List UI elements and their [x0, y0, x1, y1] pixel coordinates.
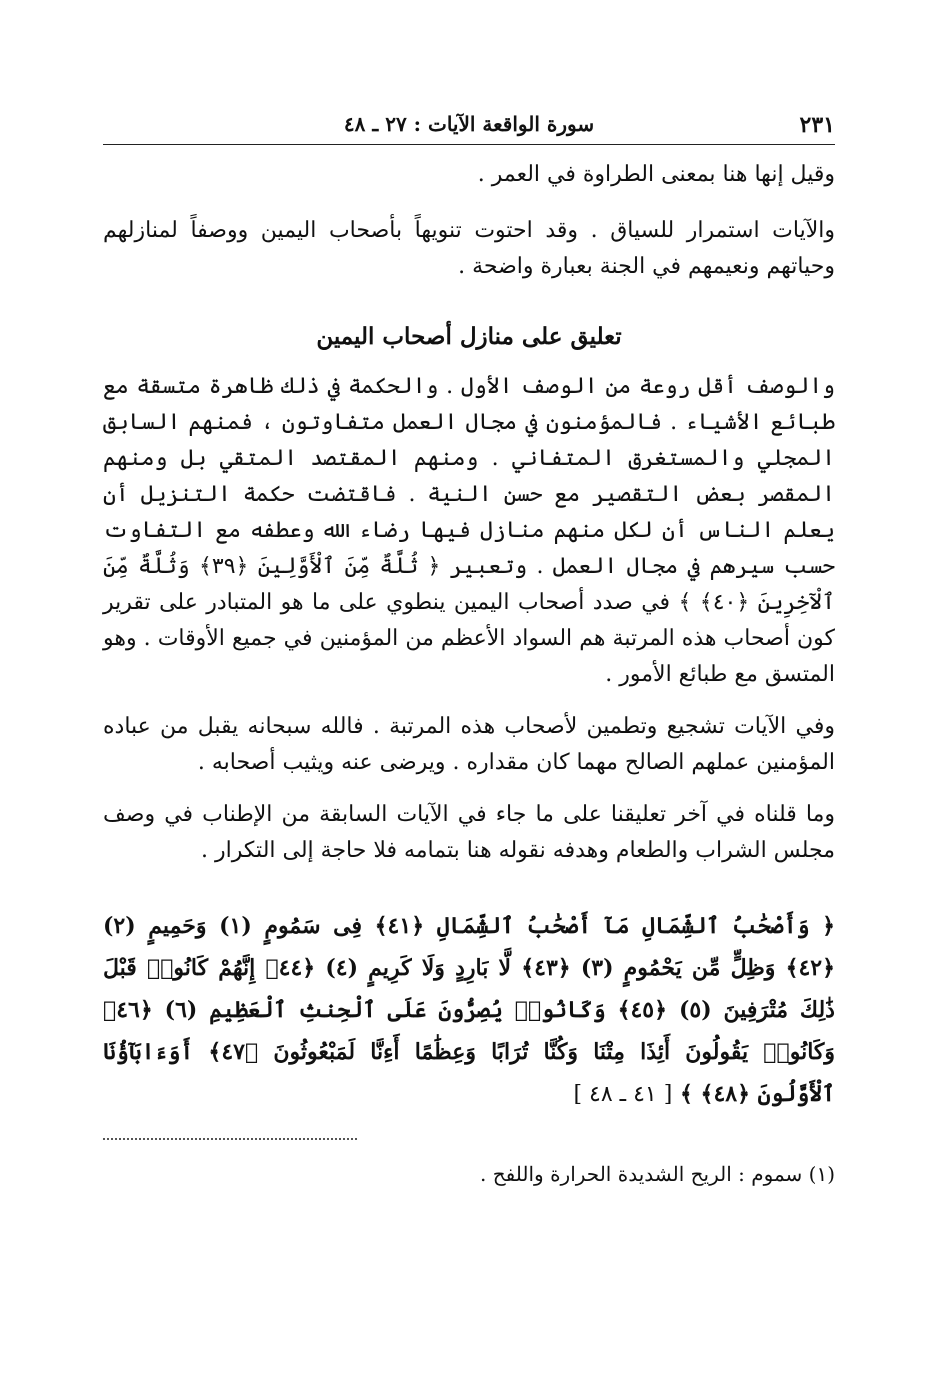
paragraph-4: وفي الآيات تشجيع وتطمين لأصحاب هذه المرتبة . فالله سبحانه يقبل من عباده المؤمنين عملهم الصالح مهما كان مقداره . ويرضى عنه ويثيب أصحابه .: [103, 714, 835, 775]
footnote-1: (١) سموم : الريح الشديدة الحرارة واللفح .: [480, 1162, 835, 1186]
verse-reference: [ ٤١ ـ ٤٨ ]: [573, 1082, 673, 1107]
quran-verses: ﴿ وَأَصْحَٰبُ ٱلشِّمَالِ مَآ أَصْحَٰبُ ٱلشِّمَالِ ﴿٤١﴾ فِى سَمُومٍ (١) وَحَمِيمٍ (٢) ﴿٤٢﴾ وَظِلٍّ مِّن يَحْمُومٍ (٣) ﴿٤٣﴾ لَّا بَارِدٍ وَلَا كَرِيمٍ (٤) ﴿٤٤﴾ إِنَّهُمْ كَانُوا۟ قَبْلَ ذَٰلِكَ مُتْرَفِينَ (٥) ﴿٤٥﴾ وَكَانُوا۟ يُصِرُّونَ عَلَى ٱلْحِنثِ ٱلْعَظِيمِ (٦) ﴿٤٦﴾ وَكَانُوا۟ يَقُولُونَ أَئِذَا مِتْنَا وَكُنَّا تُرَابًا وَعِظَٰمًا أَءِنَّا لَمَبْعُوثُونَ ﴿٤٧﴾ أَوَءَابَآؤُنَا ٱلْأَوَّلُونَ ﴿٤٨﴾ ﴾: [103, 913, 835, 1107]
page-header: [103, 112, 835, 145]
page-number: ٢٣١: [799, 112, 835, 138]
page: [103, 112, 835, 1190]
section-heading: تعليق على منازل أصحاب اليمين: [316, 323, 622, 350]
paragraph-2: والآيات استمرار للسياق . وقد احتوت تنويهاً بأصحاب اليمين ووصفاً لمنازلهم وحياتهم ونعيمهم في الجنة بعبارة واضحة .: [103, 218, 835, 279]
paragraph-3: والوصف أقل روعة من الوصف الأول . والحكمة في ذلك ظاهرة متسقة مع طبائع الأشياء . فالمؤمنون في مجال العمل متفاوتون ، فمنهم السابق المجلي والمستغرق المتفاني . ومنهم المقتصد المتقي بل ومنهم المقصر بعض التقصير مع حسن النية . فاقتضت حكمة التنزيل أن يعلم الناس أن لكل منهم منازل فيها رضاء الله وعطفه مع التفاوت حسب سيرهم في مجال العمل . وتعبير ﴿ ثُلَّةٌ مِّنَ ٱلْأَوَّلِينَ ﴿٣٩﴾ وَثُلَّةٌ مِّنَ ٱلْآخِرِينَ ﴿٤٠﴾ ﴾ في صدد أصحاب اليمين ينطوي على ما هو المتبادر على تقرير كون أصحاب هذه المرتبة هم السواد الأعظم من المؤمنين في جميع الأوقات . وهو المتسق مع طبائع الأمور .: [103, 374, 835, 687]
footnote-separator: [103, 1138, 357, 1140]
running-title: سورة الواقعة الآيات : ٢٧ ـ ٤٨: [343, 112, 595, 136]
paragraph-5: وما قلناه في آخر تعليقنا على ما جاء في الآيات السابقة من الإطناب في وصف مجلس الشراب والطعام وهدفه نقوله هنا بتمامه فلا حاجة إلى التكرار .: [103, 802, 835, 863]
quran-verses-block: [103, 905, 835, 1116]
paragraph-1: وقيل إنها هنا بمعنى الطراوة في العمر .: [477, 162, 835, 187]
